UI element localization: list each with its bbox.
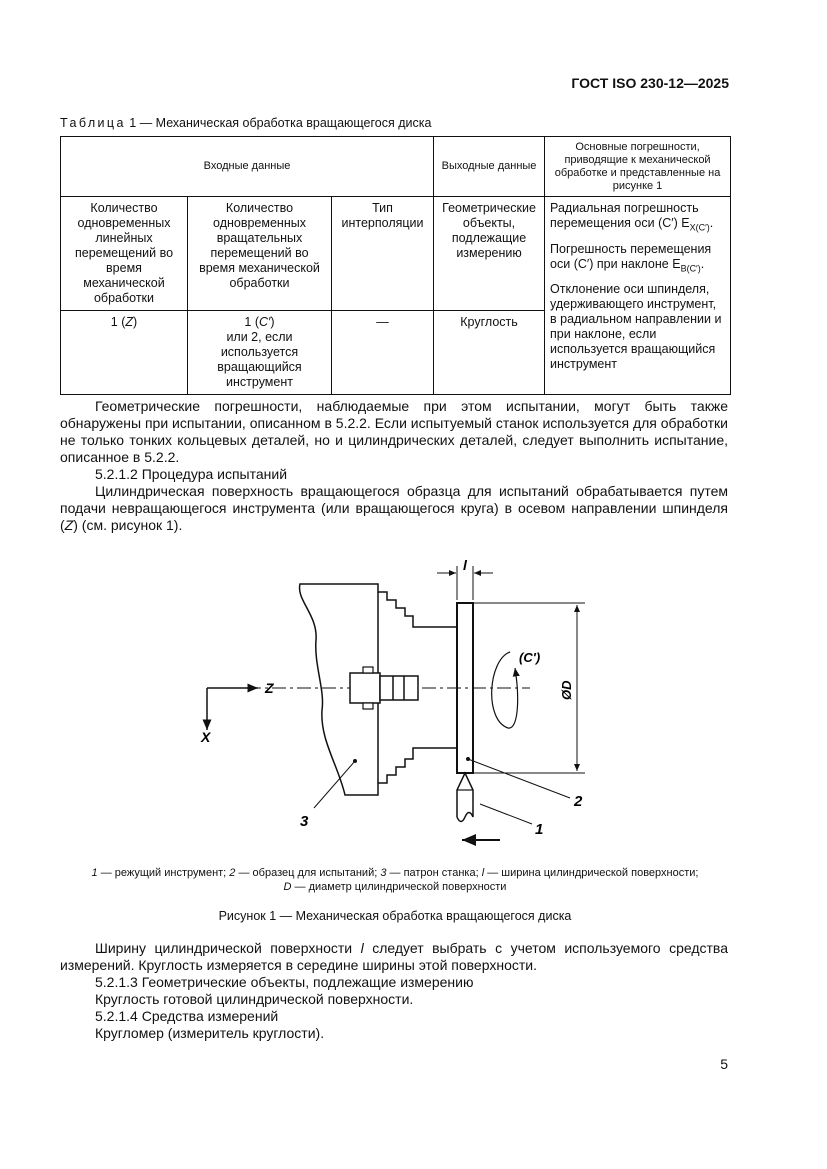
table-caption [60,116,431,130]
machining-table [60,136,731,395]
header-output-data: Выходные данные [434,137,545,197]
cell-rotary-count: 1 (C′) или 2, если используется вращающийся инструмент [188,311,332,395]
table-caption-title: 1 — Механическая обработка вращающегося диска [125,116,432,130]
label-1-tool: 1 [535,821,544,838]
label-axis-x: X [201,729,211,745]
paragraph-procedure: Цилиндрическая поверхность вращающегося образца для испытаний обрабатывается путем подачи невращающегося инструмента (или вращающегося круга) в осевом направлении шпинделя (Z) (см. рисунок 1). [60,483,728,533]
cell-geometric-object: Круглость [434,311,545,395]
error-radial: Радиальная погрешность перемещения оси (C′) $E_{X(C')}$. [550,201,714,233]
paragraph-geometric-errors: Геометрические погрешности, наблюдаемые при этом испытании, могут быть также обнаружены при испытании, описанном в 5.2.2. Если испытуемый станок используется для обработки не только тонких кольцевых деталей, но и цилиндрических деталей, следует выполнить испытание, описанное в 5.2.2. [60,398,728,465]
page-number: 5 [720,1056,728,1072]
cell-linear-count: 1 (Z) [61,311,188,395]
cutting-tool [457,773,473,805]
table-header-row [61,137,731,197]
chuck-jaw-insert [350,667,418,709]
text-5-2-1-3: Круглость готовой цилиндрической поверхности. [95,991,414,1007]
label-axis-z: Z [265,680,274,696]
text-5-2-1-4: Кругломер (измеритель круглости). [95,1025,325,1041]
table-caption-prefix: Таблица [60,116,126,130]
error-tilt: Погрешность перемещения оси (C′) при наклоне $E_{B(C')}$. [550,241,712,273]
label-diameter: ØD [559,680,574,700]
subheader-geometric-objects: Геометрические объекты, подлежащие измерению [434,197,545,311]
heading-5-2-1-4: 5.2.1.4 Средства измерений [95,1008,279,1024]
subheader-interpolation: Тип интерполяции [332,197,434,311]
cell-interpolation: — [332,311,434,395]
document-id: ГОСТ ISO 230-12—2025 [571,75,729,91]
subheader-rotary-moves: Количество одновременных вращательных перемещений во время механической обработки [188,197,332,311]
label-width-l: l [463,557,467,573]
figure-title: Рисунок 1 — Механическая обработка вращающегося диска [218,909,572,923]
subheader-linear-moves: Количество одновременных линейных перемещений во время механической обработки [61,197,188,311]
header-main-errors: Основные погрешности, приводящие к механической обработке и представленные на рисунке 1 [545,137,731,197]
error-spindle: Отклонение оси шпинделя, удерживающего инструмент, в радиальном направлении и при наклоне, если используется вращающийся инструмент [550,282,722,371]
label-rotation-c: (C′) [519,650,541,665]
figure-disk-machining [0,555,827,855]
rotation-arrow-icon [492,652,518,728]
errors-cell [545,197,731,395]
label-3-chuck: 3 [300,813,309,830]
label-2-test-piece: 2 [574,793,583,810]
heading-5-2-1-2: 5.2.1.2 Процедура испытаний [95,466,288,482]
table-subheader-row [61,197,731,311]
heading-5-2-1-3: 5.2.1.3 Геометрические объекты, подлежащие измерению [95,974,474,990]
paragraph-width-selection: Ширину цилиндрической поверхности l следует выбрать с учетом используемого средства измерений. Круглость измеряется в середине ширины этой поверхности. [60,940,728,973]
header-input-data: Входные данные [61,137,434,197]
figure-legend: 1 — режущий инструмент; 2 — образец для испытаний; 3 — патрон станка; l — ширина цилиндрической поверхности; D — диаметр цилиндрической поверхности [91,867,699,893]
